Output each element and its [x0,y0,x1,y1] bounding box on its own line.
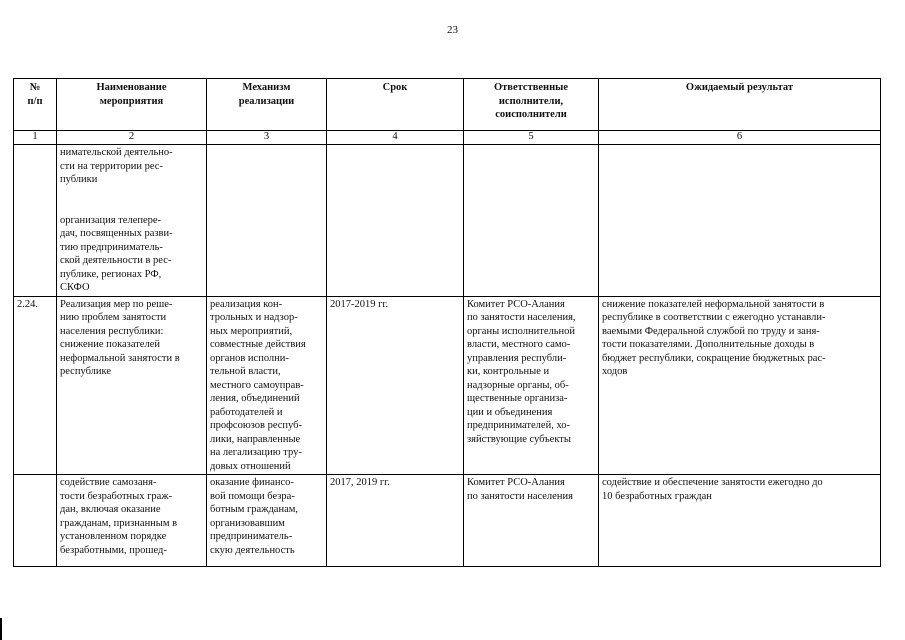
mechanism [207,145,327,297]
header-number: № п/п [14,79,57,131]
term [327,145,464,297]
header-activity-name: Наименование мероприятия [57,79,207,131]
row-number [14,145,57,297]
page-number: 23 [447,24,458,36]
column-number: 3 [207,131,327,145]
table-row [14,475,881,567]
header-row [14,79,881,131]
activity-name: Реализация мер по реше- нию проблем занятости населения республики: снижение показателей неформальной занятости в республике [57,296,207,475]
term: 2017, 2019 гг. [327,475,464,567]
table-row [14,296,881,475]
expected-result: снижение показателей неформальной занятости в республике в соответствии с ежегодно устанавли- ваемыми Федеральной службой по труду и заня- тости показателями. Дополнительные доходы в бюджет республики, сокращение бюджетных рас- ходов [599,296,881,475]
action-plan-table [13,78,881,567]
column-number: 5 [464,131,599,145]
term: 2017-2019 гг. [327,296,464,475]
activity-name: нимательской деятельно- сти на территории рес- публики организация телепере- дач, посвященных разви- тию предприниматель- ской деятельности в рес- публике, регионах РФ, СКФО [57,145,207,297]
mechanism: реализация кон- трольных и надзор- ных мероприятий, совместные действия органов исполни- тельной власти, местного самоуправ- ления, объединений работодателей и профсоюзов респуб- лики, направленные на легализацию тру- довых отношений [207,296,327,475]
column-number: 2 [57,131,207,145]
column-number: 6 [599,131,881,145]
row-number [14,475,57,567]
responsible: Комитет РСО-Алания по занятости населения [464,475,599,567]
header-responsible: Ответственные исполнители, соисполнители [464,79,599,131]
responsible [464,145,599,297]
expected-result [599,145,881,297]
column-number: 1 [14,131,57,145]
column-number: 4 [327,131,464,145]
header-term: Срок [327,79,464,131]
row-number: 2.24. [14,296,57,475]
header-mechanism: Механизм реализации [207,79,327,131]
activity-name: содействие самозаня- тости безработных граж- дан, включая оказание гражданам, признанным в установленном порядке безработными, прошед- [57,475,207,567]
responsible: Комитет РСО-Алания по занятости населения, органы исполнительной власти, местного само- управления республи- ки, контрольные и надзорные органы, об- щественные организа- ции и объединения предпринимателей, хо- зяйствующие субъекты [464,296,599,475]
column-number-row [14,131,881,145]
expected-result: содействие и обеспечение занятости ежегодно до 10 безработных граждан [599,475,881,567]
scan-edge-mark [0,618,2,640]
header-expected-result: Ожидаемый результат [599,79,881,131]
mechanism: оказание финансо- вой помощи безра- ботным гражданам, организовавшим предприниматель- скую деятельность [207,475,327,567]
table-row [14,145,881,297]
